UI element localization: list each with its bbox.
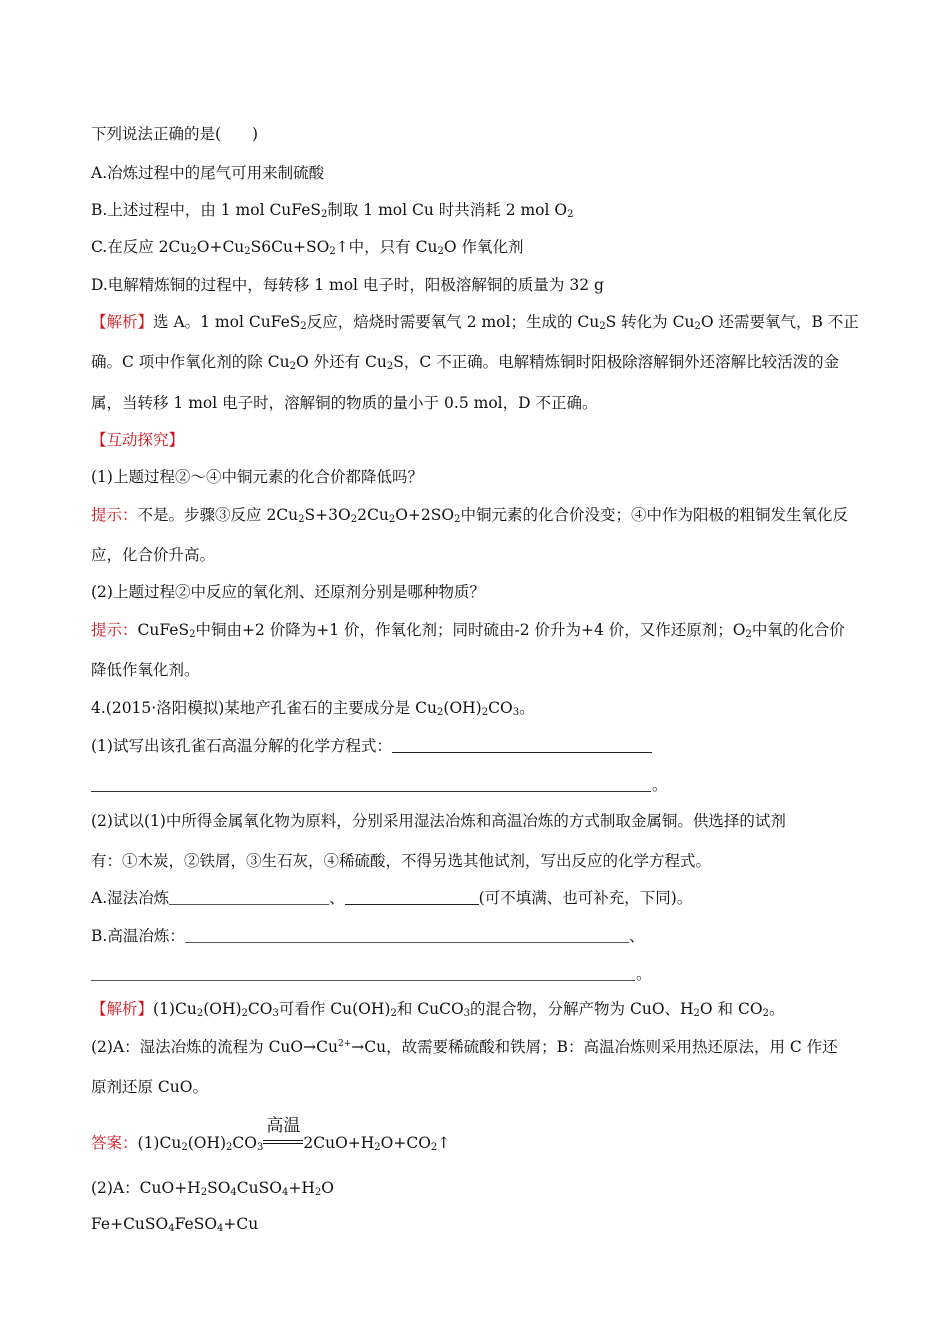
interactive-a1-line-1: 提示：不是。步骤③反应 $2Cu_2S+3O_22Cu_2O+2SO_2$中铜元素的化合价没变；④中作为阳极的粗铜发生氧化反 xyxy=(91,506,848,525)
analysis-2-line-3: 原剂还原 CuO。 xyxy=(91,1078,208,1096)
interactive-a1-line-2: 应，化合价升高。 xyxy=(91,546,216,564)
question-4-part-2-line-2: 有：①木炭，②铁屑，③生石灰，④稀硫酸，不得另选其他试剂，写出反应的化学方程式。 xyxy=(91,852,712,870)
answer-label: 答案： xyxy=(91,1134,138,1152)
analysis-2-line-1: 【解析】$(1)Cu_2(OH)_2CO_3$可看作 $Cu(OH)_2$和 CuCO$_3$的混合物，分解产物为 CuO、$H_2O$ 和 $CO_2$。 xyxy=(91,1000,785,1019)
question-intro: 下列说法正确的是( ) xyxy=(91,125,259,143)
interactive-a2-line-1: 提示：CuFeS$_2$中铜由+2 价降为+1 价，作氧化剂；同时硫由-2 价升为+4 价，又作还原剂；$O_2$中氧的化合价 xyxy=(91,621,845,640)
option-d: D.电解精炼铜的过程中，每转移 1 mol 电子时，阳极溶解铜的质量为 32 g xyxy=(91,276,604,294)
option-c: C.在反应 $2Cu_2O+Cu_2S6Cu+SO_2↑$中，只有 $Cu_2O$ 作氧化剂 xyxy=(91,238,524,257)
period-mark: 。 xyxy=(636,965,652,983)
answer-equation-2: (2)A：$CuO+H_2SO_4CuSO_4+H_2O$ xyxy=(91,1179,334,1198)
answer-blank-b1[interactable] xyxy=(185,928,629,943)
question-4-part-2-line-1: (2)试以(1)中所得金属氧化物为原料，分别采用湿法冶炼和高温冶炼的方式制取金属铜。供选择的试剂 xyxy=(91,812,786,830)
analysis-tag: 【解析】 xyxy=(91,313,154,331)
question-4-stem: 4.(2015·洛阳模拟)某地产孔雀石的主要成分是 $Cu_2(OH)_2CO_3$。 xyxy=(91,699,535,718)
option-a: A.冶炼过程中的尾气可用来制硫酸 xyxy=(91,164,325,182)
high-temp-smelting-row: B.高温冶炼： 、 xyxy=(91,927,645,945)
reaction-condition-arrow: 高温 xyxy=(263,1130,303,1150)
analysis-1-line-3: 属，当转移 1 mol 电子时，溶解铜的物质的量小于 0.5 mol，D 不正确。 xyxy=(91,394,598,412)
wet-smelting-row: A.湿法冶炼 、 (可不填满、也可补充，下同)。 xyxy=(91,889,693,907)
analysis-1-line-2: 确。C 项中作氧化剂的除 $Cu_2O$ 外还有 $Cu_2S$，C 不正确。电解精炼铜时阳极除溶解铜外还溶解比较活泼的金 xyxy=(91,353,840,372)
question-4-part-1: (1)试写出该孔雀石高温分解的化学方程式： xyxy=(91,736,652,756)
interactive-q1: (1)上题过程②～④中铜元素的化合价都降低吗？ xyxy=(91,468,423,486)
answer-blank-b2[interactable] xyxy=(91,979,635,981)
analysis-2-line-2: (2)A：湿法冶炼的流程为 $CuO\to Cu^{2+}\to Cu$，故需要稀硫酸和铁屑；B：高温冶炼则采用热还原法，用 C 作还 xyxy=(91,1038,838,1056)
answer-blank-1a[interactable] xyxy=(392,738,652,753)
answer-equation-3: Fe+CuSO$_4$FeSO$_4$+Cu xyxy=(91,1215,259,1234)
interactive-q2: (2)上题过程②中反应的氧化剂、还原剂分别是哪种物质？ xyxy=(91,583,485,601)
answer-blank-a2[interactable] xyxy=(345,890,479,905)
answer-blank-a1[interactable] xyxy=(169,890,329,905)
interactive-a2-line-2: 降低作氧化剂。 xyxy=(91,661,200,679)
analysis-tag: 【解析】 xyxy=(91,1000,154,1018)
period-mark: 。 xyxy=(652,776,668,794)
answer-blank-1b[interactable] xyxy=(91,790,651,792)
option-b: B.上述过程中，由 1 mol CuFeS$_2$制取 1 mol Cu 时共消耗 2 mol $O_2$ xyxy=(91,201,574,220)
analysis-1-line-1: 【解析】选 A。1 mol CuFeS$_2$反应，焙烧时需要氧气 2 mol；生成的 $Cu_2S$ 转化为 $Cu_2O$ 还需要氧气，B 不正 xyxy=(91,313,859,332)
answer-equation-1: 答案：$(1)Cu_2(OH)_2CO_3$ 高温 $2CuO+H_2O+CO_2↑$ xyxy=(91,1116,451,1153)
interactive-tag: 【互动探究】 xyxy=(91,431,185,449)
